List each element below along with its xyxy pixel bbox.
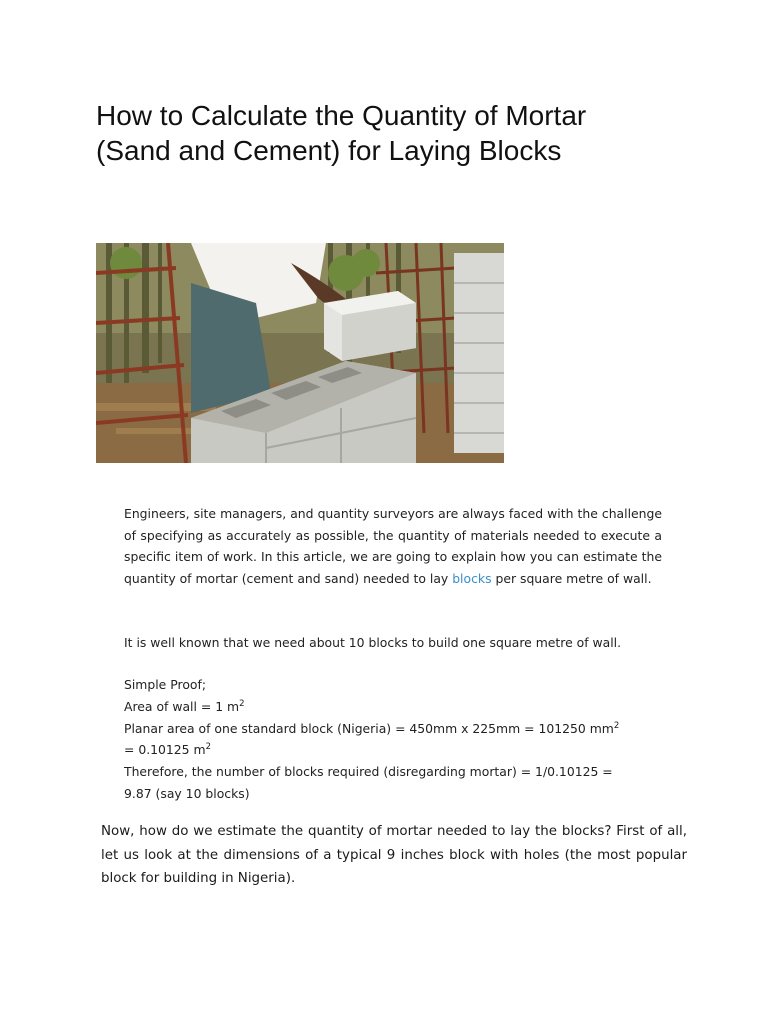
- intro-paragraph: [124, 503, 662, 589]
- proof-planar-area: Planar area of one standard block (Nigeria) = 450mm x 225mm = 101250 $mm^2$: [124, 720, 620, 736]
- simple-proof: [124, 674, 664, 805]
- page-title: How to Calculate the Quantity of Mortar (Sand and Cement) for Laying Blocks: [96, 100, 587, 166]
- intro-text: Engineers, site managers, and quantity surveyors are always faced with the challenge of specifying as accurately as possible, the quantity of materials needed to execute a specific item of work. In this article, we are going to explain how you can estimate the quantity of mortar (cement and sand) needed to lay: [124, 506, 662, 586]
- blocks-per-metre-statement: It is well known that we need about 10 blocks to build one square metre of wall.: [124, 635, 622, 650]
- proof-block-count: Therefore, the number of blocks required (disregarding mortar) = 1/0.10125 =: [124, 764, 613, 780]
- block-laying-photo: [96, 243, 504, 463]
- proof-block-count-result: 9.87 (say 10 blocks): [124, 785, 250, 801]
- block-column: [454, 253, 504, 453]
- intro-text-end: per square metre of wall.: [491, 570, 652, 586]
- proof-heading: Simple Proof;: [124, 677, 207, 692]
- block-laying-illustration: [96, 243, 504, 463]
- proof-area-of-wall: Area of wall = 1 $m^2$: [124, 698, 245, 714]
- proof-planar-area-metres: = 0.10125 $m^2$: [124, 742, 211, 758]
- blocks-link[interactable]: blocks: [452, 570, 492, 586]
- followup-paragraph: Now, how do we estimate the quantity of mortar needed to lay the blocks? First of all, let us look at the dimensions of a typical 9 inches block with holes (the most popular block for building in Nigeria).: [101, 824, 687, 886]
